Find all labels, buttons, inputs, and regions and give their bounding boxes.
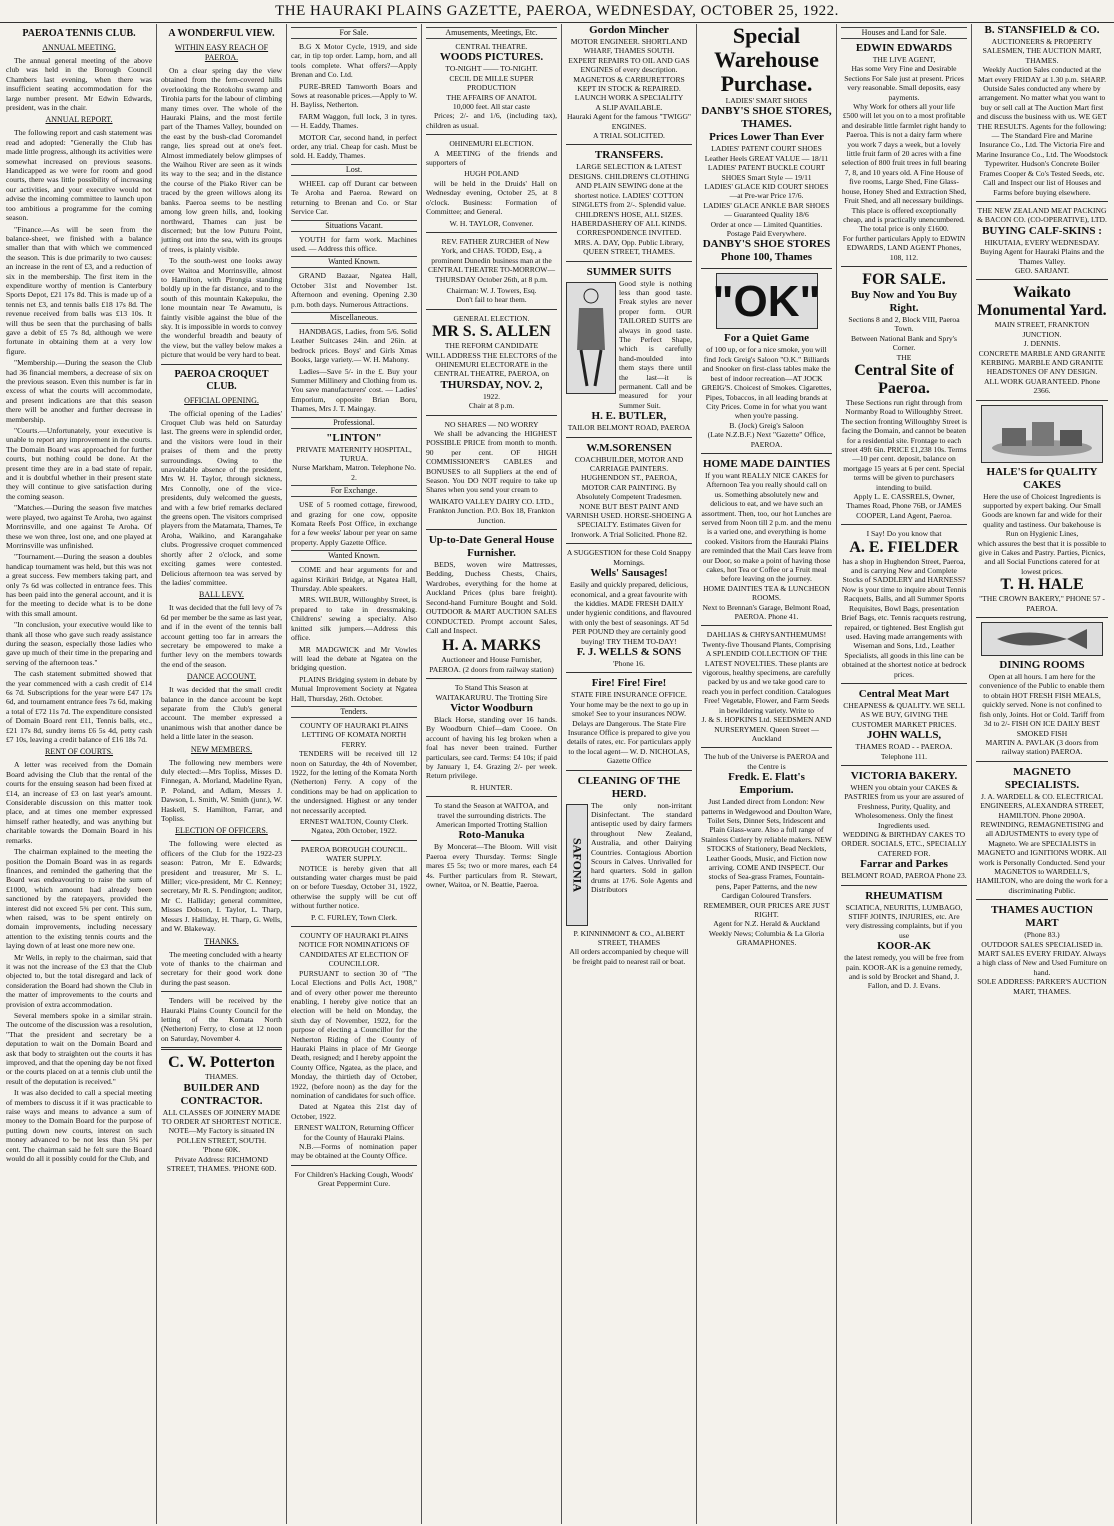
ad-line: CECIL DE MILLE SUPER PRODUCTION [449,73,534,93]
footer-ad: For Children's Hacking Cough, Woods' Great Peppermint Cure. [294,1169,414,1189]
section-label: For Exchange. [291,485,417,497]
ad-line: For further particulars Apply to EDWIN EDWARDS, LAND AGENT Phones, 108, 112. [842,233,966,262]
ad-line: MAGNETOS & CARBURETTORS KEPT IN STOCK & REPAIRED. [573,74,685,94]
ad-line: Nurse Markham, Matron. Telephone No. 2. [292,463,416,482]
article-paragraph: Several members spoke in a similar strain. The outcome of the discussion was a resolution, "That the president and secretary be a deputation to wait on the Domain Board and ask that body to straighten out the courts it has improved, and that the opening day be not fixed or the courts placed on at a tennis club until the result of the deputation is received." [6,1011,152,1086]
classified-ad: PLAINS Bridging system in debate by Mutual Improvement Society at Ngatea Hall, Thursday, 26th. October. [291,674,417,703]
ad-line: I Say! Do you know that [866,529,942,539]
divider [566,543,692,544]
ad-title: FOR SALE. [862,270,946,288]
classified-ad: YOUTH for farm work. Machines used. — Address this office. [291,234,417,253]
ad-line: (Late N.Z.B.F.) Next "Gazette" Office, PAEROA. [707,430,826,449]
ad-line: B. (Jock) Greig's Saloon [729,420,804,430]
ad-body: By Moncerat—The Bloom. Will visit Paeroa every Thursday. Terms: Single mares £5 5s; two or more mares, each £4 4s. Further particulars from R. Stewart, owner, Waitoa, or N. Beattie, Paeroa. [426,842,557,890]
ad-line: THAMES ROAD - - PAEROA. Telephone 111. [855,742,953,761]
divider [426,678,557,679]
notice-body: Dated at Ngatea this 21st day of October, 1922. [291,1102,417,1121]
subhead-report: ANNUAL REPORT. [45,115,113,125]
ad-title: HOME MADE DAINTIES [702,457,831,470]
ad-line: HIKUTAIA, EVERY WEDNESDAY. [984,237,1100,247]
ad-line: PRIVATE MATERNITY HOSPITAL, TURUA. [296,444,412,463]
notice-heading: GENERAL ELECTION. [453,313,530,323]
divider [291,926,417,927]
classified-ad: B.G X Motor Cycle, 1919, and side car, in tip top order. Lamp, horn, and all tools complete. What offers?—Apply Brenan and Co. Ltd. [291,42,417,80]
article-paragraph: It was decided that the full levy of 7s 6d per member be the same as last year, and if in the event of the tennis ball account getting too far in arrears the secretary be empowered to make a further levy on the members towards the end of the season. [161,603,282,669]
divider [976,899,1108,900]
ad-title: For a Quiet Game [723,332,810,345]
price-line: LADIES' GLACE ANKLE BAR SHOES — Guaranteed Quality 18/6 [703,200,830,220]
ad-line: Postage Paid Everywhere. [726,229,807,239]
ad-title: SUMMER SUITS [586,265,672,278]
ad-title: DANBY'S SHOE STORES Phone 100, Thames [702,238,831,264]
ad-line: A SUGGESTION for these Cold Snappy Mornings. [566,548,692,567]
ad-line: Chair at 8 p.m. [468,401,515,411]
ad-line: "THE CROWN BAKERY," PHONE 57 - PAEROA. [979,594,1105,613]
ad-title: H. A. MARKS [442,637,541,655]
ad-line: Prices; 2/- and 1/6, (including tax), children as usual. [426,111,557,130]
divider [291,840,417,841]
classified-ad: MOTOR Car, second hand, in perfect order, any trial. Cheap for cash. Must be sold. H. Eaddy, Thames. [291,132,417,161]
ad-title: Prices Lower Than Ever [709,131,824,144]
ad-title: A. E. FIELDER [849,538,959,556]
ad-line: A TRIAL SOLICITED. [593,131,665,141]
subhead-dance: DANCE ACCOUNT. [186,672,257,682]
notice-body: N.B.—Forms of nomination paper may be obtained at the County Office. [291,1142,417,1161]
ad-title: CLEANING OF THE HERD. [577,774,681,800]
ad-title: Fire! Fire! Fire! [591,677,667,690]
ad-line: R. HUNTER. [470,782,513,792]
column-view-croquet [157,24,287,1524]
ad-body: BEDS, woven wire Mattresses, Bedding, Duchess Chests, Chairs, Wardrobes, everything for the home at Auckland Prices (plus bare freight). Second-hand Furniture Bought and Sold. OUTDOOR & MART AUCTION SALES CONDUCTED. Prompt account Sales, Call and Inspect. [426,560,557,635]
ad-body: These Sections run right through from Normanby Road to Willoughby Street. The section fronting Willoughby Street is facing the Domain, and cannot be beaten for a residential site. Frontage to each street 49ft 6in. PRICE £1,238 10s. Terms—10 per cent. deposit, balance on mortgage 15 years at 6 per cent. Special terms will be given to purchasers intending to build. [841,397,967,492]
notice-name: HUGH POLAND [464,169,519,179]
ad-line: THE LIVE AGENT, [872,55,936,64]
ad-line: The total price is only £1600. [859,224,949,234]
subhead-thanks: THANKS. [204,936,239,946]
ad-line: J. DENNIS. [1023,339,1061,349]
divider [841,524,967,525]
man-in-suit-illustration [566,282,616,394]
article-paragraph: On a clear spring day the view obtained from the fern-covered hills overlooking the Rotokohu swamp and Tirohia parts for the labour of climbing many times over. The whole of the Hauraki Plains, and the most fertile part of the Thames Valley, bounded on the east by the bush-clad Coromandel range, lies spread out at one's feet. Almost immediately below glimpses of the Waihou River are seen as it winds its way to the sea; and in the distance the course of the Piako River can be traced by the green willows along its banks. Paeroa seems to be nestling among low green hills, and, looking northward, Thames can just be discerned; but the low Puturu Point, jutting out into the sea, with its groups of trees, is plainly visible. [161,66,282,254]
classified-ad: MRS. WILBUR, Willoughby Street, is prepared to take in dressmaking. Childrens' sewing a specialty. Also knitted silk jumpers.—Address this office. [291,595,417,643]
section-label: Miscellaneous. [291,312,417,324]
section-label: Amusements, Meetings, Etc. [426,27,557,39]
ad-line: Auctioneer and House Furnisher, PAEROA. (2 doors from railway station) [429,655,554,674]
subhead-annual-meeting: ANNUAL MEETING. [42,43,116,52]
ok-logo-text: "OK" [712,276,821,326]
column-amusements [422,24,562,1524]
ad-title: B. STANSFIELD & CO. [984,24,1100,36]
article-paragraph: The annual general meeting of the above club was held in the Borough Council Chambers last evening, when there was insufficient seating accommodation for the large number present. Mr Edwin Edwards, president, was in the chair. [6,56,152,113]
ad-title: Buy Now and You Buy Right. [851,288,957,314]
ad-body: LARGE SELECTION & LATEST DESIGNS. CHILDREN'S CLOTHING AND PLAIN SEWING done at the shortest notice. LADIES' COTTON SINGLETS from 2/-. Splendid value. CHILDREN'S HOSE, ALL SIZES. HABERDASHERY OF ALL KINDS. CORRESPONDENCE INVITED. [568,162,690,238]
divider [426,134,557,135]
ad-body: the latest remedy, you will be free from pain. KOOR-AK is a genuine remedy, and is sold by Brocket and Shand, J. Fallon, and D. J. Evans. [844,953,964,991]
ad-line: Why Work for others all your life [853,102,955,112]
section-label: For Sale. [291,27,417,39]
ad-line: AUCTIONEERS & PROPERTY SALESMEN, THE AUCTION MART, THAMES. [982,37,1102,65]
ad-body: We shall be advancing the HIGHEST POSSIBLE PRICE from month to month. 90 per cent. OF HIGH COMMISSIONER'S CABLES and BONUSES to all Suppliers at the end of Season. You DO NOT require to take up Shares when you send your cream to [426,429,557,495]
subhead-view: WITHIN EASY REACH OF PAEROA. [174,43,269,62]
ad-line: THE AFFAIRS OF ANATOL [446,92,537,102]
section-label: Wanted Known. [291,256,417,268]
price-line: LADIES' PATENT COURT SHOES Leather Heels GREAT VALUE — 18/11 [704,144,829,163]
ad-title: Fredk. E. Flatt's Emporium. [728,771,805,797]
divider [841,885,967,886]
divider [976,201,1108,202]
article-paragraph: The cash statement submitted showed that the year commenced with a cash credit of £14 6s 7d. Subscriptions for the year were £47 17s 6d, and tournament entrance fees 7s 6d, making a total of £72 11s 7d. The expenditure consisted of Domain Board rent £11, Tennis balls, etc., £21 17s 8d, sundry items £6 5s 4d, petty cash £7 10s, leaving a credit balance of £16 18s 7d. [6,669,152,745]
notice-body: NOTICE is hereby given that all outstanding water charges must be paid on or before Tuesday, October 31, 1922, otherwise the supply will be cut off without further notice. [291,863,417,911]
notice-signature: W. H. TAYLOR, Convener. [449,218,534,228]
ad-title: VICTORIA BAKERY. [850,769,958,782]
ad-body: The only non-irritant Disinfectant. The standard antiseptic used by dairy farmers throughout New Zealand, Australia, and other Dairying Countries. Contagious Abortion Scours in Calves. Unrivalled for hard quarters. Sold in gallon drums at 17/6. Sole Agents and Distributors [591,800,692,895]
ad-line: CHEAPNESS & QUALITY. WE SELL AS WE BUY, GIVING THE CUSTOMER MARKET PRICES. [843,700,965,729]
ad-title: HALE'S for QUALITY CAKES [986,465,1098,491]
ad-body: STATE FIRE INSURANCE OFFICE. Your home may be the next to go up in smoke! See to your insurances NOW. Delays are Dangerous. The State Fire Insurance Office is prepared to give you details of rates, etc. For particulars apply to the local agent— W. D. NICHOLAS, Gazette Office [567,690,691,766]
article-paragraph: It was also decided to call a special meeting of members to discuss it if it was practicable to raise ways and means to advance a sum of money to the Domain Board for the purpose of putting down new courts, interest on such money advanced to be not less than 5¾ per cent. The chairman said he felt sure the Board would do all it possibly could for the Club, and [6,1088,152,1164]
ad-line: THE [896,352,912,362]
ad-title: BUYING CALF-SKINS : [982,224,1102,237]
divider [161,1047,282,1050]
ad-title: RHEUMATISM [865,889,943,902]
ad-line: Agent for N.Z. Herald & Auckland Weekly News; Columbia & La Gloria GRAMAPHONES. [708,919,825,948]
ad-line: Private Address: RICHMOND STREET, THAMES. 'PHONE 60D. [166,1154,277,1173]
divider [426,415,557,416]
ad-title: MAGNETO SPECIALISTS. [1004,765,1080,791]
ad-line: All orders accompanied by cheque will be freight paid to nearest rail or boat. [569,947,689,966]
section-label: Wanted Known. [291,550,417,562]
ad-line: J. & S. HOPKINS Ltd. SEEDSMEN AND NURSERYMEN. Queen Street — Auckland [701,715,832,743]
ad-body: Easily and quickly prepared, delicious, economical, and a great favourite with the kiddies. MADE FRESH DAILY under hygienic conditions, and flavoured with only the best of seasonings. AT 5d PER POUND they are certainly good buying! TRY THEM TO-DAY! [566,580,692,646]
ad-line: Frankton Junction. P.O. Box 18, Frankton Junction. [428,506,555,525]
divider [566,770,692,771]
ad-line: Hauraki Agent for the famous "TWIGG" ENGINES. [566,112,692,131]
ad-line: TO-NIGHT —— TO-NIGHT. [445,64,538,74]
ad-body: of 100 up, or for a nice smoke, you will find Jock Greig's Saloon "O.K." Billiards and Snooker on first-class tables make the best of indoor recreation—AT JOCK GREIG'S. Choicest of Smokes. Cigarettes, Pipes, Tobaccos, in all leading brands at City Prices. Come in for what you want when you're passing. [701,345,832,421]
article-paragraph: "Finance.—As will be seen from the balance-sheet, we finished with a balance smaller than that with which we commenced the season. This is due primarily to two causes: an increase in the rent of £3, and a reduction of six in the membership. The first item in the expenditure worthy of mention is Canterbury Sports Depot, £21 17s 8d. This is made up of a tennis net £3, and tennis balls £18 17s 8d. The revenue received from balls was £13 10s. It will thus be seen that the purchasing of balls gave a debit of £5 7s 8d, although we were fortunate in obtaining them at a very low figure. [6,224,152,356]
classified-ad: WHEEL cap off Durant car between Te Aroha and Paeroa. Reward on returning to Brenan and Co. or Star Service Car. [291,178,417,217]
ad-body: WHEN you obtain your CAKES & PASTRIES from us your are assured of Freshness, Purity, Quality, and Wholesomeness. Only the finest Ingredients used. [844,782,964,830]
divider [976,761,1108,762]
ad-line: To stand the Season at WAITOA, and travel the surrounding districts. The American Imported Trotting Stallion [434,801,549,829]
ad-body: Good style is nothing less than good taste. Freak styles are never proper form. OUR TAILORED SUITS are always in good taste. The Perfect Shape, which is carefully hand-moulded into them stays there until the last—it is permanent. Call and be measured for your Summer Suit. [619,278,692,410]
fish-icon [987,626,1097,652]
column-ads-a [562,24,697,1524]
ad-line: A SLIP AVAILABLE. [595,102,663,112]
ad-title: Roto-Manuka [458,829,525,842]
article-paragraph: Mr Wells, in reply to the chairman, said that it was not the increase of the £3 that the Club objected to, but the total disregard and lack of consideration the Board had shown the Club in the matter of improvements to the courts and provision of extra accommodation. [6,952,152,1009]
column-ads-c [837,24,972,1524]
price-line: LADIES' GLACE KID COURT SHOES—at Pre-war Price 17/6. [704,182,829,201]
safonia-logo: SAFONIA [566,804,588,926]
ad-title: Central Site of Paeroa. [854,361,954,397]
ad-line: REMEMBER, OUR PRICES ARE JUST RIGHT. [703,900,830,919]
ad-line: ALL WORK GUARANTEED. Phone 2366. [983,376,1100,396]
ad-body: which assures the best that it is possible to give in Cakes and Pastry. Parties, Picnics, and all Social Functions catered for at lowest prices. [977,538,1107,576]
ad-body: Weekly Auction Sales conducted at the Mart every FRIDAY at 1.30 p.m. SHARP. Outside Sales conducted any where by arrangement. No matter what you want to buy or sell call at The Auction Mart first and discuss the business with us. WE GET THE RESULTS. Agents for the following:— The Standard Fire and Marine Insurance Co., Ltd. The Victoria Fire and Marine Insurance Co., Ltd. The Woodstock Typewriter. Hudson's Concrete Boiler Frames Cooper & Co's Tested Seeds, etc. Call and Inspect our list of Houses and Farms before buying elsewhere. [976,65,1108,197]
masthead: THE HAURAKI PLAINS GAZETTE, PAEROA, WEDNESDAY, OCTOBER 25, 1922. [0,0,1114,23]
headline-croquet: PAEROA CROQUET CLUB. [174,368,269,392]
divider [566,261,692,262]
ad-line: Run on Hygienic Lines, [1005,529,1079,539]
price-line: LADIES' PATENT BUCKLE COURT SHOES Smart Style — 19/11 [707,163,826,182]
safonia-ad-body [566,801,692,929]
classified-ad: HANDBAGS, Ladies, from 5/6. Solid Leather Suitcases 24in. and 26in. at bedrock prices. Boys' and Girls Xmas Books, large variety.— W. H. Mahony. [291,326,417,365]
ad-title: Up-to-Date General House Furnisher. [428,534,555,560]
ad-line: MARTIN A. PAVLAK (3 doors from railway station) PAEROA. [985,737,1099,757]
ad-line: SOLE ADDRESS: PARKER'S AUCTION MART, THAMES. [977,977,1107,996]
section-label: Houses and Land for Sale. [841,27,967,39]
column-tennis [2,24,157,1524]
ad-line: ALL CLASSES OF JOINERY MADE TO ORDER AT SHORTEST NOTICE. [161,1107,282,1126]
divider [566,144,692,145]
ad-line: Buying Agent for Hauraki Plains and the Thames Valley. [979,247,1104,266]
ad-line: 'Phone 60K. [202,1145,241,1155]
ad-line: HOME DAINTIES TEA & LUNCHEON ROOMS. [703,583,830,603]
classified-ad: COME and hear arguments for and against Kirikiri Bridge, at Ngatea Hall, Thursday. Able speakers. [291,565,417,594]
ad-title: C. W. Potterton [168,1054,275,1072]
ad-line: The hub of the Universe is PAEROA and the Centre is [704,752,829,771]
divider [701,625,832,626]
notice-body: TENDERS will be received till 12 noon on Saturday, the 4th of November, 1922, for the letting of the Komata North (Netherton) Ferry. A copy of the conditions may be had on application to the undersigned. Highest or any tender not necessarily accepted. [291,749,417,815]
article-paragraph: "In conclusion, your executive would like to thank all those who gave such ready assistance during the season, especially those ladies who gave up much of their time in the preparing and serving of the afternoon teas." [6,620,152,667]
section-label: Tenders. [291,706,417,718]
article-paragraph: "Matches.—During the season five matches were played, two against Te Aroha, two against Morrinsville, and one against Te Aroha. Of these we won three, lost one, and one played at Morrinsville was unfinished. [6,503,152,550]
ad-line: BELMONT ROAD, PAEROA Phone 23. [841,871,967,881]
ad-line: Sections 8 and 2, Block VIII, Paeroa Town. [848,314,960,334]
subhead-election: ELECTION OF OFFICERS. [175,826,268,836]
suit-figure-icon [571,286,611,390]
ok-logo [712,273,821,329]
ad-line: GEO. SARJANT. [1014,265,1070,275]
subhead-official: OFFICIAL OPENING. [184,395,259,405]
headline-tennis: PAEROA TENNIS CLUB. [22,28,136,39]
notice-body: PURSUANT to section 30 of "The Local Elections and Polls Act, 1908," and of every other power me thereunto enabling, I hereby give notice that an election will be held on Monday, the sixth day of November, 1922, for the purpose of electing a Councillor for the Netherton Riding of the County of Hauraki Plains in place of Mr George Death, resigned; and I hereby appoint the County Office, Ngatea, as the place, and Monday, the thirtieth day of October, 1922, (before noon) as the day for the nomination of candidates for such office. [291,968,417,1100]
divider [291,1165,417,1166]
ad-line: Order at once — Limited Quantities. [710,219,823,229]
ad-line: 1922. [482,391,501,401]
ad-title: TRANSFERS. [594,149,664,162]
ad-line: WILL ADDRESS THE ELECTORS of the OHINEMURI ELECTORATE in the CENTRAL THEATRE, PAEROA, on [426,350,557,379]
notice-line: Chairman: W. J. Towers, Esq. [446,285,537,295]
divider [841,683,967,684]
ad-line: EXPERT REPAIRS TO OIL AND GAS ENGINES of every description. [568,55,690,75]
divider [841,266,967,267]
article-paragraph: The meeting concluded with a hearty vote of thanks to the chairman and secretary for their good work done during the past season. [161,949,282,987]
divider [161,991,282,992]
divider [976,400,1108,401]
ad-title: KOOR-AK [877,940,931,953]
ad-line: 'Phone 16. [613,658,645,668]
ad-line: BUILDER AND CONTRACTOR. [180,1081,263,1107]
ad-title: Special Warehouse Purchase. [714,24,819,96]
classified-ad: PURE-BRED Tamworth Boars and Sows at reasonable prices.—Apply to W. H. Bayliss, Netherton. [291,81,417,110]
fish-illustration [981,622,1103,656]
ad-line: COACHBUILDER, MOTOR AND CARRIAGE PAINTERS. HUGHENDON ST., PAEROA, [574,454,684,483]
ad-title: Central Meat Mart [858,687,950,700]
ad-title: T. H. HALE [1000,576,1084,594]
divider [701,747,832,748]
ad-title: Farrar and Parkes [860,858,948,871]
ad-line: NOTE—My Factory is situated IN POLLEN STREET, SOUTH. [168,1126,275,1145]
classified-ad: Ladies—Save 5/- in the £. Buy your Summer Millinery and Clothing from us. You save manufacturers' cost. — Ladies' Emporium, opposite Brian Boru, Thames, Mrs J. T. Maingay. [291,366,417,414]
divider [426,796,557,797]
ad-line: To Stand This Season at WAITAKARURU. The Trotting Sire [435,683,548,702]
ad-line: SCIATICA, NEURITIS, LUMBAGO, STIFF JOINTS, INJURIES, etc. Are very distressing complaints, but if you use [845,902,963,940]
ad-line: Apply L. E. CASSRELS, Owner, Thames Road, Phone 76B, or JAMES COOPER, Land Agent, Paeroa. [846,492,962,520]
ad-title: WOODS PICTURES. [439,51,544,64]
ad-body: MOTOR CAR PAINTING. By Absolutely Competent Tradesmen. NONE BUT BEST PAINT AND VARNISH USED. HORSE-SHOEING A SPECIALTY. Estimates Given for Ironwork. A Trial Solicited. Phone 82. [566,482,693,539]
notice-heading: PAEROA BOROUGH COUNCIL. [300,844,408,854]
cake-tray-icon [987,410,1097,458]
notice-heading: WATER SUPPLY. [326,854,382,864]
ad-body: REWINDING, REMAGNETISING and all ADJUSTMENTS to every type of Magneto. We are SPECIALISTS in MAGNETO and IGNITIONS WORK. All work is Personally Conducted. Send your MAGNETOS to WARDELL'S, HAMILTON, who are doing the work for a discriminating Public. [976,819,1108,895]
subhead-ball: BALL LEVY. [199,590,244,600]
ad-line: WEDDING & BIRTHDAY CAKES TO ORDER. SOCIALS, ETC., SPECIALLY CATERED FOR. [841,830,967,858]
ad-title: NO SHARES — NO WORRY [444,419,539,429]
article-paragraph: The following report and cash statement was read and adopted: "Generally the Club has made little progress, although its activities were somewhat increased on previous seasons. Handicapped as we were for room and good courts, there was little possibility of increasing our activities, and your executive would not advise the incoming committee to launch upon too ambitious a programme for the coming season. [6,128,152,223]
column-classifieds [287,24,422,1524]
article-paragraph: The official opening of the Ladies' Croquet Club was held on Saturday last. The greens were in splendid order, and the visitors were loud in their praises of them and the pretty surroundings. Owing to the unavoidable absence of the president, Mrs W. H. Taylor, through sickness, Mrs Connolly, one of the vice-presidents, duly welcomed the guests, and with a few brief remarks declared the greens open. The visitors comprised players from the Matamata, Thames, Te Aroha, Waikino, and Karangahake clubs. Progressive croquet commenced shortly after 2 o'clock, and some exciting games were contested. Delicious afternoon tea was served by the ladies' committee. [161,408,282,587]
divider [426,232,557,233]
divider [701,453,832,454]
ad-title: W.M.SORENSEN [586,441,672,454]
column-ads-b [697,24,837,1524]
ad-line: THE NEW ZEALAND MEAT PACKING & BACON CO. (CO-OPERATIVE), LTD. [977,205,1107,225]
notice-body: REV. FATHER ZURCHER of New York, and CHAS. TODD, Esq., a prominent Dunedin business man at the CENTRAL THEATRE TO-MORROW—THURSDAY October 26th, at 8 p.m. [427,236,556,284]
divider [701,268,832,269]
notice-signature: P. C. FURLEY, Town Clerk. [310,912,398,922]
ad-title: Gordon Mincher [589,24,669,36]
ad-line: THAMES. [204,1072,239,1082]
notice-heading: COUNTY OF HAURAKI PLAINS [299,931,409,941]
ad-line: CENTRAL THEATRE. [455,42,528,51]
ad-body: Twenty-five Thousand Plants, Comprising A SPLENDID COLLECTION OF THE LATEST NOVELTIES. These plants are vigorous, healthy specimens, are carefully packed by us and we take good care to reach you in perfect condition. Catalogues Free! Vegetable, Flower, and Farm Seeds in bewildering variety. Write to [702,639,831,715]
notice-body: will be held in the Druids' Hall on Wednesday evening, October 25, at 8 o'clock. Business: Formation of Committee; and General. [426,178,557,217]
ad-line: TAILOR BELMONT ROAD, PAEROA [567,423,691,433]
notice-date: Ngatea, 20th October, 1922. [311,826,397,836]
divider [976,279,1108,280]
notice-heading: COUNTY OF HAURAKI PLAINS [299,720,409,730]
ad-line: Next to Brennan's Garage, Belmont Road, PAEROA. Phone 41. [702,602,831,622]
ad-title: Victor Woodburn [450,701,533,714]
classified-ad: USE of 5 roomed cottage, firewood, and grazing for one cow, opposite Komata Reefs Post Office, in exchange for a few weeks' labour per year on same property. Apply Gazette Office. [291,500,417,547]
ad-body: If you want REALLY NICE CAKES for Afternoon Tea you really should call on us. Something absolutely new and delicious to eat, and we have such an assortment. Then, too, our hot Lunches are served from Noon till 2 p.m. and the menu is a varied one, and everything is home cooked. Visitors from the Hauraki Plains are reminded that the Mail Cars leave from our Door, so make a point of having those cakes, hot Tea or Coffee or a Fruit meal before leaving on the journey. [701,470,832,584]
ad-line: MRS. A. DAY, Opp. Public Library, QUEEN STREET, THAMES. [574,237,684,257]
ad-line: LADIES' SMART SHOES [725,96,808,105]
ad-line: P. KINNINMONT & CO., ALBERT STREET, THAMES [573,928,685,947]
notice-body: A MEETING of the friends and supporters of [426,148,557,168]
classified-ad: MR MADGWICK and Mr Vowles will lead the debate at Ngatea on the bridging question. [291,644,417,673]
ad-title: EDWIN EDWARDS [855,42,953,54]
article-paragraph: "Membership.—During the season the Club had 36 financial members, a decrease of six on the previous season. Even this number is far in excess of what the courts will accommodate, and present indications are that this season there will be another and further decrease in membership. [6,358,152,424]
ad-body: has a shop in Hughendon Street, Paeroa, and is carrying New and Complete Stocks of SADDLERY and HARNESS? Now is your time to inquire about Tennis Racquets, Balls, and all Summer Sports Requisites, Bowl Bags, presentation Brief Bags, etc. Tennis racquets restrung, repaired, or tightened. Best English gut used. Having made arrangements with Wiseman and Sons, Ltd., Leather Specialists, all goods in this line can be obtained at the shortest notice at bedrock prices. [841,556,967,679]
ad-title: Wells' Sausages! [590,567,668,580]
divider [841,765,967,766]
section-label: Lost. [291,164,417,176]
ad-potterton [161,1054,282,1173]
suit-ad-body [566,279,692,411]
subhead-members: NEW MEMBERS. [190,744,253,754]
ad-body: Just Landed direct from London: New patterns in Wedgewood and Doulton Ware, Toilet Sets, Dinner Sets, Iridescent and Plain Glass-ware. Also a full range of Stainless Cutlery by reliable makers. NEW STOCKS of Stationery, Bead Necklets, Leather Goods, Music, and Fiction now arriving. COME AND INSPECT. Our stocks of Sea-grass Frames, Fountain-pens, Paper Patterns, and the new Cardigan Coloured Transfers. [701,797,832,901]
classified-ad: FARM Waggon, full lock, 3 in tyres.— H. Eaddy, Thames. [291,111,417,131]
article-paragraph: "Courts.—Unfortunately, your executive is unable to report any improvement in the courts. The Domain Board was approached for further courts, but nothing could be done. At the present time they are in a bad state of repair, and it is doubtful whether in their present state they will continue to give satisfaction during the coming season. [6,426,152,501]
ad-body: Has some Very Fine and Desirable Sections For Sale just at present. Prices very reasonable. Small deposits, easy payments. [844,64,964,102]
notice-line: Don't fail to hear them. [456,295,527,305]
ad-line: Between National Bank and Spry's Corner. [851,333,957,353]
article-paragraph: To the south-west one looks away over Waitoa and Morrinsville, almost to Hamilton, with Pirongia standing boldly up in the far distance, and to the south of this mountain Kakepuku, the lone mountain near Te Awamutu, is faintly visible against the blue of the sky. It is impossible in words to convey the wonderful breadth and beauty of the view, but the valley below makes a picture that would be very hard to beat. [161,256,282,360]
article-paragraph: A letter was received from the Domain Board advising the Club that the rental of the courts for the ensuing season had been fixed at £14, an increase of £3 on last year's amount. Considerable discussion on this matter took place, and at times one member expressed himself rather heatedly, and was anything but charitable towards the Domain Board in his remarks. [6,760,152,845]
ad-body: Here the use of Choicest Ingredients is supported by expert baking. Our Small Goods are known far and wide for their quality and tastiness. Our bakehouse is [982,491,1102,529]
notice-signature: ERNEST WALTON, Returning Officer for the County of Hauraki Plains. [294,1123,414,1142]
ad-title: "LINTON" [326,431,382,444]
cakes-illustration [981,405,1103,463]
ad-body: CONCRETE MARBLE AND GRANITE KERBING. MARBLE AND GRANITE HEADSTONES OF ANY DESIGN. [978,348,1106,377]
section-label: Situations Vacant. [291,220,417,232]
ad-title: MR S. S. ALLEN [432,323,551,341]
notice-signature: ERNEST WALTON, County Clerk. [299,817,409,826]
ad-title: H. E. BUTLER, [591,410,667,423]
article-paragraph: The chairman explained to the meeting the position the Domain Board was in as regards finances, and reminded the gathering that the Board was endeavouring to raise the sum of £1000, which amount had already been sanctioned by the ratepayers, provided the interest did not exceed 5¾ per cent. This sum, when raised, was to be spent entirely on domain improvements, including necessary attention to the existing tennis courts and the laying down of at least one more new one. [6,847,152,951]
ad-title: DANBY'S SHOE STORES, THAMES. [701,105,832,131]
divider [426,529,557,530]
divider [566,672,692,673]
notice-heading: OHINEMURI ELECTION. [449,139,534,149]
classified-ad: GRAND Bazaar, Ngatea Hall, October 31st and November 1st. Afternoon and evening. Opening 2.30 p.m. both days. Numerous Attractions. [291,271,417,309]
ad-body: OUTDOOR SALES SPECIALISED in. MART SALES EVERY FRIDAY. Always a high class of New and Used Furniture on hand. [977,939,1107,977]
ad-line: WAIKATO VALLEY DAIRY CO. LTD., [429,496,554,506]
ad-title: THAMES AUCTION MART [991,904,1093,930]
divider [976,617,1108,618]
notice-heading: NOTICE FOR NOMINATIONS OF CANDIDATES AT ELECTION OF COUNCILLOR. [298,940,410,969]
article-paragraph: The following were elected as officers of the Club for the 1922-23 season: Patron, Mr E. Edwards; president and treasurer, Mr S. L. Miller; vice-president, Mr C. Kenney; secretary, Mr R. S. Pendington; auditor, Mr C. Halliday; general committee, Misses Dobson, I. Taylor, L. Tharp, Messrs J. Halliday, H. Tharp, G. Wells, and W. Blakeway. [161,839,282,934]
article-paragraph: Tenders will be received by the Hauraki Plains County Council for the letting of the Komata North (Netherton) Ferry, to close at 12 noon on Saturday, November 4. [161,996,282,1043]
ad-line: THURSDAY, NOV. 2, [440,378,543,391]
column-ads-d [972,24,1112,1524]
article-paragraph: "Tournament.—During the season a doubles handicap tournament was held, but this was not a great success. Few members taking part, and only 7s 6d was collected in entrance fees. This has been paid into the general account, and it is for the meeting to decide what is to be done with this small amount. [6,552,152,618]
ad-title: DAHLIAS & CHRYSANTHEMUMS! [706,630,827,640]
article-paragraph: The following new members were duly elected:—Mrs Topliss, Misses D. Finnegan, A. Morland, Madeline Ryan, P. Poland, and Adlam, Messrs J. Dawson, L. Smith, W. Smith (junr.), W. Haskell, S. Hamilton, Farrar, and Topliss. [161,757,282,824]
ad-title: DINING ROOMS [999,659,1085,672]
article-paragraph: It was decided that the small credit balance in the dance account be kept separate from the Club's general account. The member expressed a unanimous wish that another dance be held a little later in the season. [161,685,282,742]
ad-line: (Phone 83.) [1024,930,1060,940]
ad-line: J. A. WARDELL & CO. ELECTRICAL ENGINEERS, ALEXANDRA STREET, HAMILTON. Phone 2090A. [980,791,1104,820]
ad-body: Black Horse, standing over 16 hands. By Woodburn Chief—dam Cooee. On account of having his leg broken when a foal has never been trained. Further particulars, see card. Terms: £4 10s; if paid by January 1, £4. Grazing 2/- per week. Return privilege. [426,714,557,781]
section-label: Professional. [291,417,417,429]
subhead-rent: RENT OF COURTS. [44,747,114,757]
ad-line: THE REFORM CANDIDATE [444,341,539,351]
ad-line: MAIN STREET, FRANKTON JUNCTION. [994,320,1090,339]
ad-body: £500 will let you on to a most profitable and desirable little farmlet right handy to Paeroa. This is not a dairy farm where you work 7 days a week, but a lovely little fruit farm of 20 acres with a fine selection of 800 fruit trees in full bearing 7, 8, and 10 years old. A Fine House of five rooms, Large Shed, Fine Glass-house, Honey Shed and Extraction Shed, Fruit Shed, and all necessary buildings. This place is offered exceptionally cheap, and is practically unencumbered. [841,111,967,224]
divider [161,364,282,365]
ad-title: F. J. WELLS & SONS [576,645,682,658]
divider [566,437,692,438]
ad-body: Open at all hours. I am here for the convenience of the Public to enable them to obtain HOT FRESH FISH MEALS, quickly served. None is not confined to fish only, Joints. Hot or Cold. Tariff from 3d to 2/- FISH ON ICE DAILY BEST SMOKED FISH [979,672,1105,738]
ad-title: Waikato Monumental Yard. [977,284,1107,320]
headline-view: A WONDERFUL VIEW. [168,28,275,39]
columns [2,24,1112,1524]
ad-line: MOTOR ENGINEER. SHORTLAND WHARF, THAMES SOUTH. [570,37,688,56]
ad-line: LAUNCH WORK A SPECIALITY [574,93,684,103]
divider [426,309,557,310]
notice-heading: LETTING OF KOMATA NORTH FERRY. [301,730,407,749]
ad-title: JOHN WALLS, [866,729,942,742]
ad-line: 10,000 feet. All star caste [452,102,531,112]
